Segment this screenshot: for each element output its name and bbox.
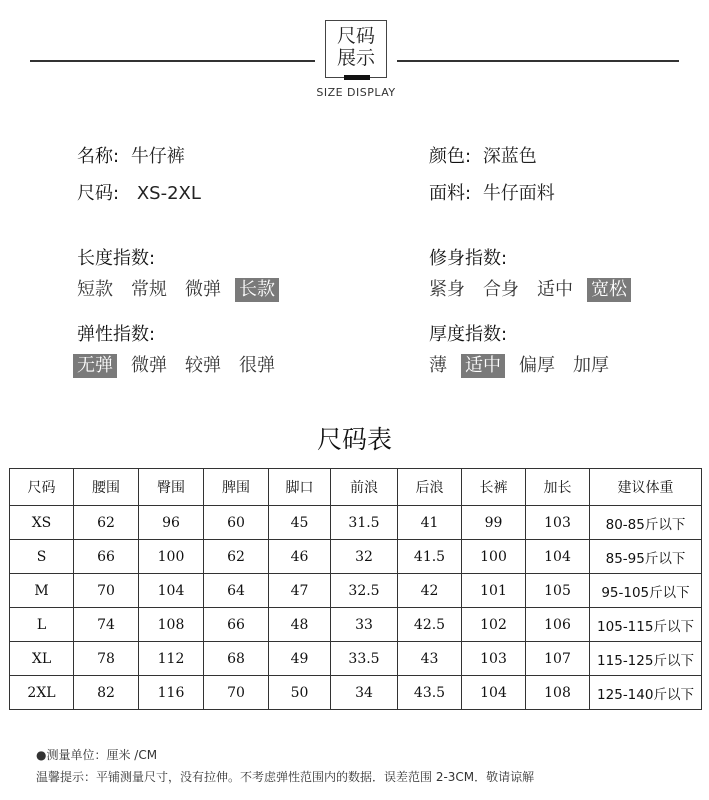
table-cell: 99 [462, 506, 526, 540]
length-option: 微弹 [185, 279, 221, 300]
table-cell: XL [10, 642, 74, 676]
table-cell: S [10, 540, 74, 574]
header-title-line1: 尺码 [336, 25, 375, 47]
table-cell: 43 [398, 642, 462, 676]
table-row [10, 642, 702, 676]
table-cell: 32 [331, 540, 398, 574]
table-cell: 100 [139, 540, 204, 574]
thickness-index-title: 厚度指数: [429, 324, 508, 345]
elasticity-option: 较弹 [185, 355, 221, 376]
info-size [77, 179, 201, 205]
table-cell: 32.5 [331, 574, 398, 608]
header-divider-right [397, 60, 679, 62]
table-cell: 103 [462, 642, 526, 676]
table-cell: 49 [269, 642, 331, 676]
fit-option: 适中 [537, 279, 573, 300]
table-cell: 62 [74, 506, 139, 540]
header-cell: 脚口 [269, 469, 331, 506]
measurement-tip-note: 温馨提示：平铺测量尺寸，没有拉伸。不考虑弹性范围内的数据．误差范围 2-3CM．敬请谅解 [36, 770, 535, 784]
table-cell: 46 [269, 540, 331, 574]
info-name [77, 142, 185, 168]
table-cell: 102 [462, 608, 526, 642]
table-cell: 48 [269, 608, 331, 642]
table-cell: 60 [204, 506, 269, 540]
table-cell: XS [10, 506, 74, 540]
fit-index-options [425, 278, 641, 302]
table-row [10, 540, 702, 574]
thickness-option: 偏厚 [519, 355, 555, 376]
table-cell: L [10, 608, 74, 642]
table-cell: 66 [204, 608, 269, 642]
elasticity-index-options [73, 354, 289, 378]
table-cell: 50 [269, 676, 331, 710]
info-color [429, 142, 537, 168]
info-fabric-value: 牛仔面料 [482, 183, 555, 204]
table-cell: 104 [526, 540, 590, 574]
table-row [10, 608, 702, 642]
table-cell: 103 [526, 506, 590, 540]
table-cell: 108 [526, 676, 590, 710]
header-cell: 脾围 [204, 469, 269, 506]
table-cell: 31.5 [331, 506, 398, 540]
table-cell: 2XL [10, 676, 74, 710]
header-cell: 臀围 [139, 469, 204, 506]
table-cell: 101 [462, 574, 526, 608]
table-cell: 105 [526, 574, 590, 608]
table-cell: 95-105斤以下 [590, 574, 702, 608]
header-title-box [325, 20, 387, 78]
table-cell: 45 [269, 506, 331, 540]
header-cell: 前浪 [331, 469, 398, 506]
table-cell: 116 [139, 676, 204, 710]
header-title-bar [344, 75, 370, 80]
table-cell: 100 [462, 540, 526, 574]
table-cell: 85-95斤以下 [590, 540, 702, 574]
table-cell: 70 [204, 676, 269, 710]
table-cell: 41 [398, 506, 462, 540]
table-cell: 43.5 [398, 676, 462, 710]
elasticity-option: 很弹 [239, 355, 275, 376]
table-cell: 66 [74, 540, 139, 574]
info-fabric-label: 面料: [429, 183, 472, 204]
header-cell: 长裤 [462, 469, 526, 506]
table-cell: 34 [331, 676, 398, 710]
table-cell: 80-85斤以下 [590, 506, 702, 540]
table-cell: 74 [74, 608, 139, 642]
header-cell: 建议体重 [590, 469, 702, 506]
info-fabric [429, 179, 555, 205]
info-size-label: 尺码: [77, 183, 120, 204]
table-cell: 82 [74, 676, 139, 710]
table-cell: 68 [204, 642, 269, 676]
elasticity-option: 无弹 [73, 354, 117, 378]
measurement-unit-note: ●测量单位：厘米 /CM [36, 748, 158, 762]
table-cell: 104 [462, 676, 526, 710]
header-cell: 尺码 [10, 469, 74, 506]
info-color-label: 颜色: [429, 146, 472, 167]
elasticity-index-title: 弹性指数: [77, 324, 156, 345]
thickness-option: 薄 [429, 355, 447, 376]
table-cell: 42 [398, 574, 462, 608]
header-cell: 加长 [526, 469, 590, 506]
length-option: 长款 [235, 278, 279, 302]
size-table [9, 468, 702, 710]
info-name-value: 牛仔裤 [130, 146, 185, 167]
thickness-option: 适中 [461, 354, 505, 378]
table-row [10, 574, 702, 608]
table-cell: 105-115斤以下 [590, 608, 702, 642]
table-cell: 96 [139, 506, 204, 540]
fit-option: 紧身 [429, 279, 465, 300]
fit-index-title: 修身指数: [429, 248, 508, 269]
fit-option: 宽松 [587, 278, 631, 302]
header-subtitle: SIZE DISPLAY [316, 86, 396, 99]
size-table-header-row [10, 469, 702, 506]
table-cell: 107 [526, 642, 590, 676]
table-cell: 64 [204, 574, 269, 608]
size-table-title: 尺码表 [316, 425, 392, 454]
table-cell: 33 [331, 608, 398, 642]
length-option: 常规 [131, 279, 167, 300]
header-cell: 后浪 [398, 469, 462, 506]
table-cell: 115-125斤以下 [590, 642, 702, 676]
table-cell: 42.5 [398, 608, 462, 642]
length-index-title: 长度指数: [77, 248, 156, 269]
header-cell: 腰围 [74, 469, 139, 506]
elasticity-option: 微弹 [131, 355, 167, 376]
table-cell: 106 [526, 608, 590, 642]
length-option: 短款 [77, 279, 113, 300]
table-row [10, 506, 702, 540]
length-index-options [73, 278, 289, 302]
fit-option: 合身 [483, 279, 519, 300]
table-cell: 78 [74, 642, 139, 676]
table-cell: 108 [139, 608, 204, 642]
table-cell: 125-140斤以下 [590, 676, 702, 710]
header-divider-left [30, 60, 315, 62]
table-cell: 70 [74, 574, 139, 608]
table-cell: M [10, 574, 74, 608]
table-row [10, 676, 702, 710]
info-color-value: 深蓝色 [482, 146, 537, 167]
table-cell: 33.5 [331, 642, 398, 676]
info-size-value: XS-2XL [136, 183, 201, 204]
table-cell: 104 [139, 574, 204, 608]
table-cell: 47 [269, 574, 331, 608]
thickness-index-options [425, 354, 623, 378]
info-name-label: 名称: [77, 146, 120, 167]
table-cell: 41.5 [398, 540, 462, 574]
table-cell: 62 [204, 540, 269, 574]
table-cell: 112 [139, 642, 204, 676]
header-title-line2: 展示 [336, 47, 375, 69]
thickness-option: 加厚 [573, 355, 609, 376]
